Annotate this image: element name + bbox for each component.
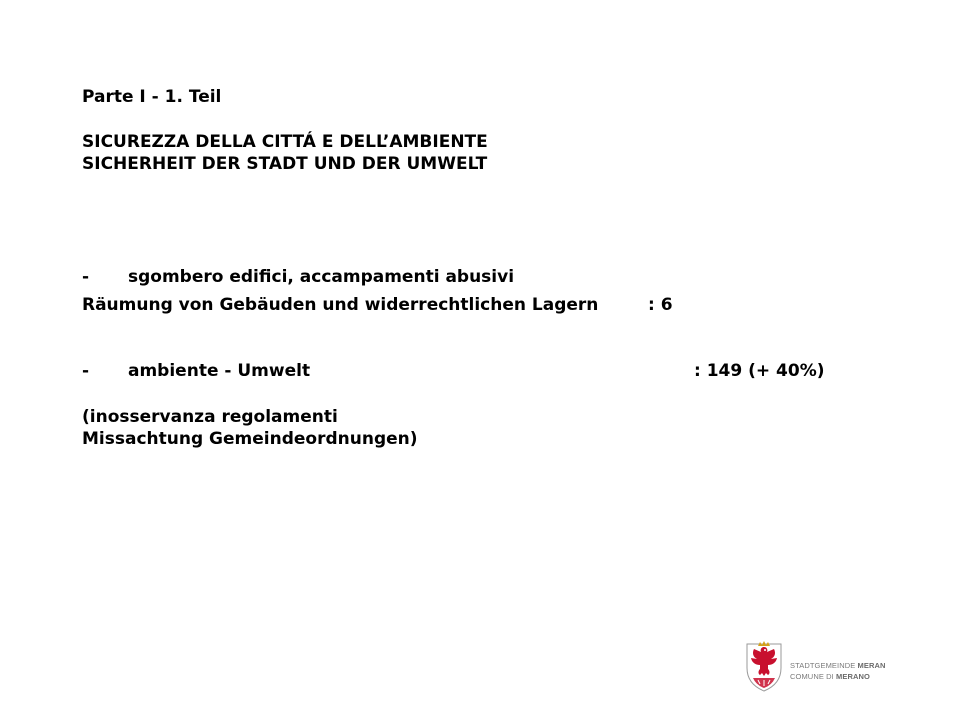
bullet-dash: -	[82, 361, 90, 381]
item-label-it: sgombero edifici, accampamenti abusivi	[128, 267, 515, 287]
note-line-de: Missachtung Gemeindeordnungen)	[82, 429, 418, 449]
item-label-de: Räumung von Gebäuden und widerrechtlichen Lagern	[82, 295, 599, 315]
municipality-logo	[744, 638, 894, 694]
list-item-environment	[82, 360, 310, 382]
list-item-evictions	[82, 266, 514, 288]
section-heading-it: SICUREZZA DELLA CITTÁ E DELL’AMBIENTE	[82, 132, 488, 152]
bullet-dash: -	[82, 267, 90, 287]
logo-line-de: STADTGEMEINDE MERAN	[790, 661, 886, 670]
item-label-environment: ambiente - Umwelt	[128, 361, 311, 381]
merano-coat-of-arms-eagle-icon	[744, 638, 784, 694]
item-value-environment: : 149 (+ 40%)	[694, 361, 825, 381]
section-heading-de: SICHERHEIT DER STADT UND DER UMWELT	[82, 154, 488, 174]
logo-text	[790, 660, 886, 682]
note-line-it: (inosservanza regolamenti	[82, 407, 338, 427]
item-value-evictions: : 6	[648, 295, 673, 315]
logo-line-it: COMUNE DI MERANO	[790, 672, 870, 681]
page-title: Parte I - 1. Teil	[82, 87, 222, 107]
